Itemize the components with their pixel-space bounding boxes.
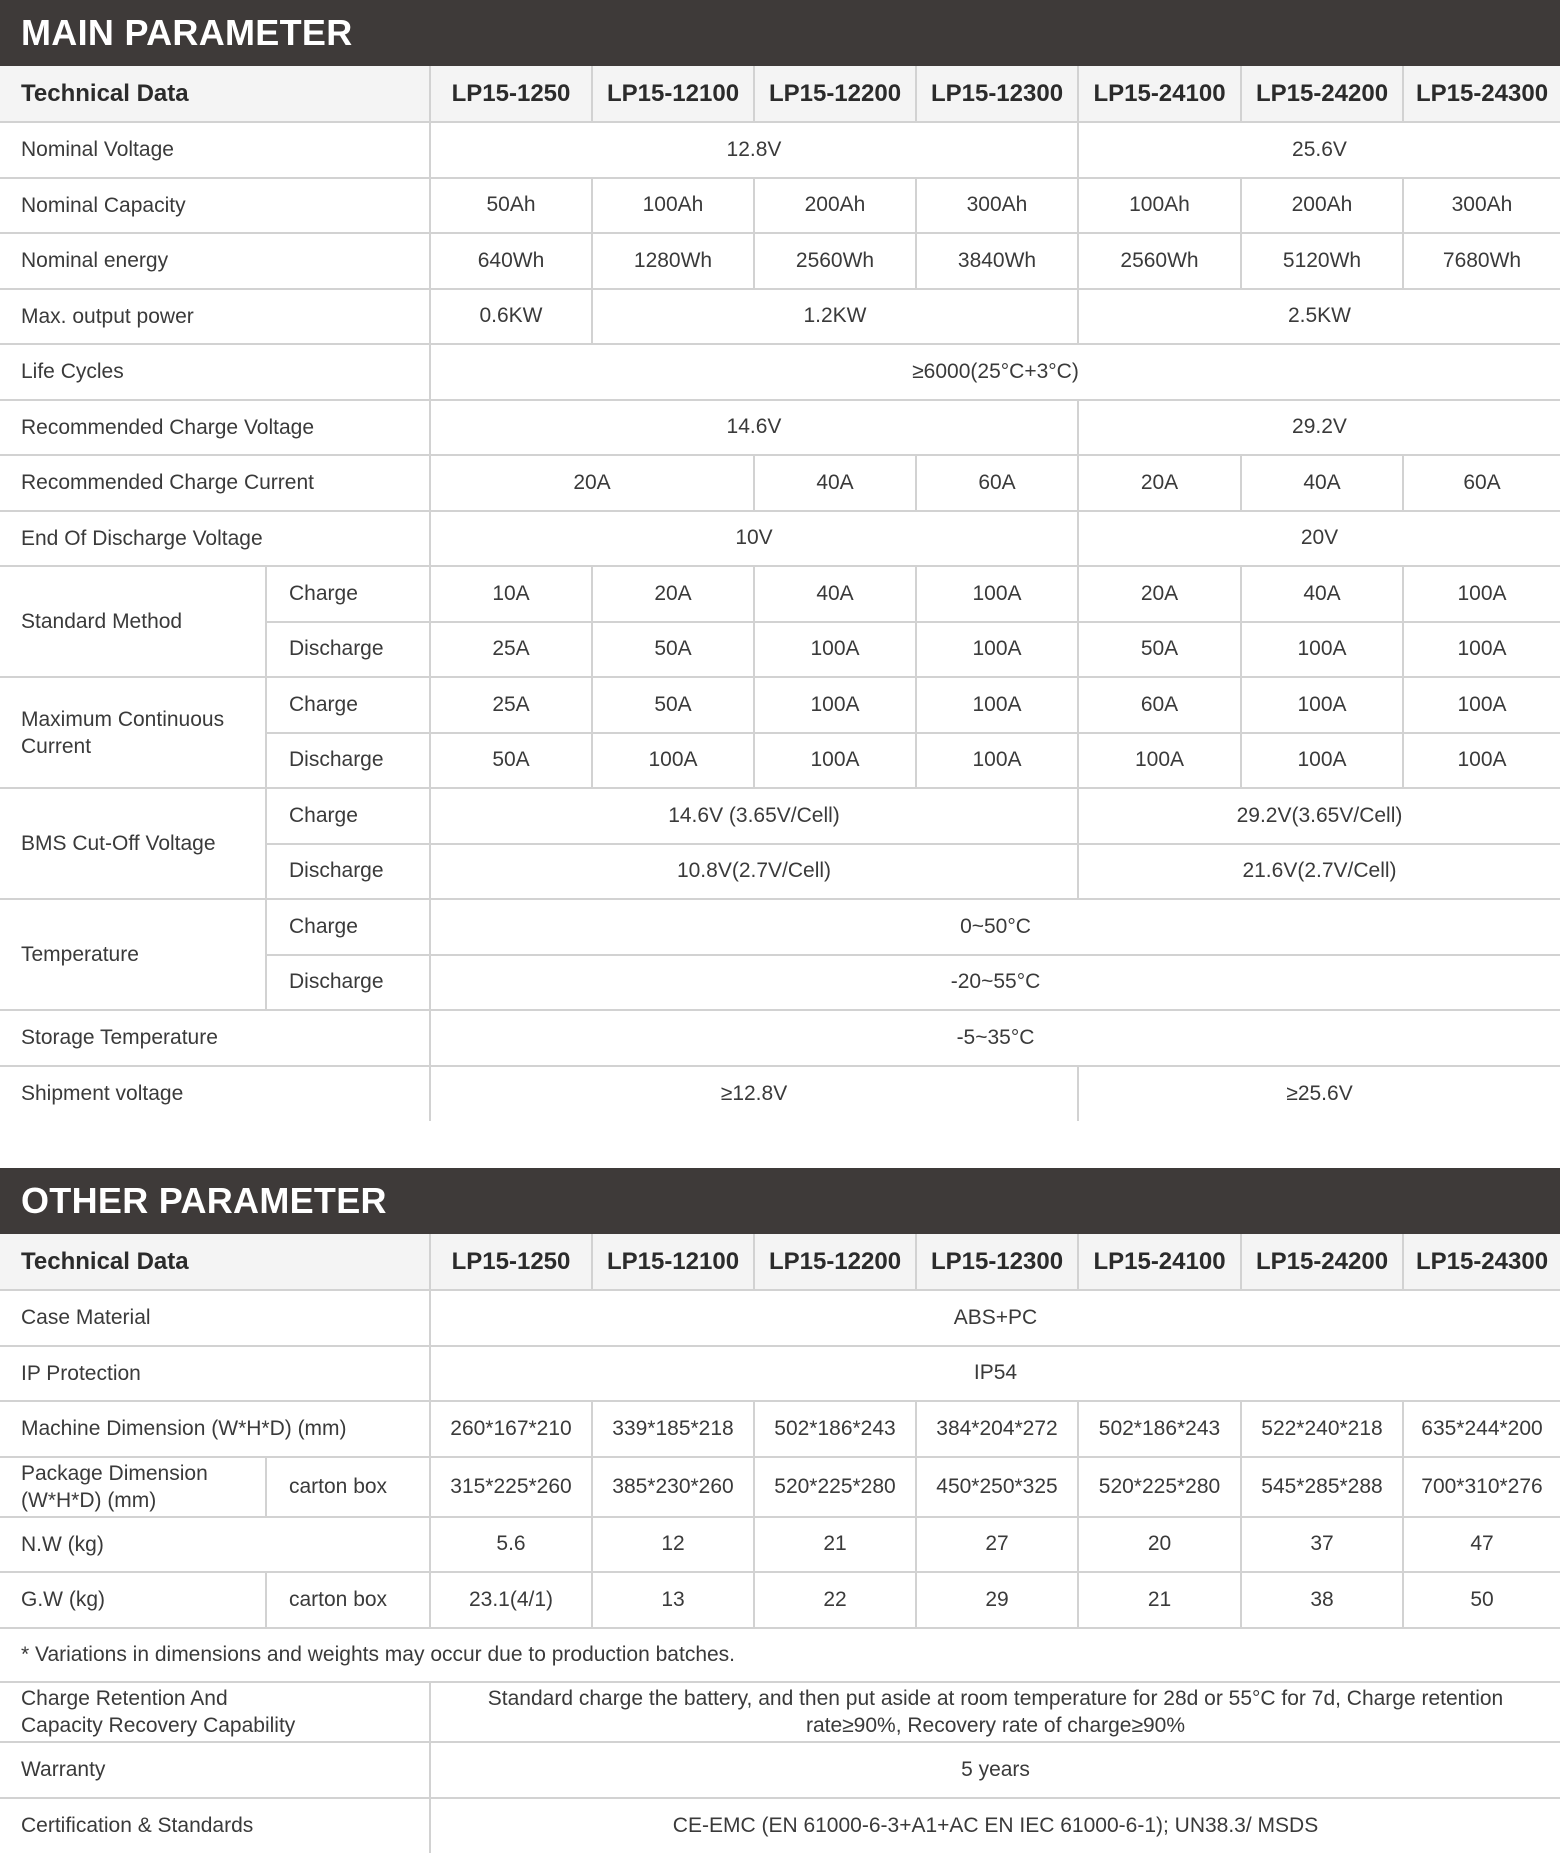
sub-label: Discharge [266,733,430,789]
table-row-storage-temperature [0,1010,1560,1066]
cell-value: 502*186*243 [754,1401,916,1457]
cell-value: 12 [592,1517,754,1573]
header-model: LP15-1250 [430,1234,592,1290]
row-label: Package Dimension (W*H*D) (mm) [0,1457,266,1517]
cell-value: ABS+PC [430,1290,1560,1346]
table-row-gross-weight [0,1572,1560,1628]
table-row-ip-protection [0,1346,1560,1402]
cell-value: 50A [592,622,754,678]
other-extra-table [0,1681,1560,1853]
cell-value: 5120Wh [1241,233,1403,289]
cell-value: 40A [1241,566,1403,622]
cell-value: 21.6V(2.7V/Cell) [1078,844,1560,900]
cell-value: 20A [430,455,754,511]
table-row-life-cycles [0,344,1560,400]
cell-value: 5 years [430,1742,1560,1798]
cell-value: CE-EMC (EN 61000-6-3+A1+AC EN IEC 61000-6-1); UN38.3/ MSDS [430,1798,1560,1854]
table-row-package-dimension [0,1457,1560,1517]
cell-value: 10.8V(2.7V/Cell) [430,844,1078,900]
row-label: Warranty [0,1742,430,1798]
row-label: Life Cycles [0,344,430,400]
cell-value: 10A [430,566,592,622]
sub-label: Discharge [266,844,430,900]
sub-label: Discharge [266,622,430,678]
row-label: Temperature [0,899,266,1010]
cell-value: 10V [430,511,1078,567]
cell-value: 27 [916,1517,1078,1573]
cell-value: 522*240*218 [1241,1401,1403,1457]
table-header-row [0,1234,1560,1290]
cell-value: 50A [430,733,592,789]
cell-value: 0.6KW [430,289,592,345]
row-label: IP Protection [0,1346,430,1402]
header-model: LP15-24300 [1403,1234,1560,1290]
header-model: LP15-24300 [1403,66,1560,122]
table-row-standard-method-charge [0,566,1560,622]
cell-value: 100A [1241,733,1403,789]
cell-value: 1280Wh [592,233,754,289]
cell-value: 47 [1403,1517,1560,1573]
cell-value: 100A [1241,622,1403,678]
table-row-charge-retention [0,1682,1560,1742]
table-row-nominal-energy [0,233,1560,289]
cell-value: 13 [592,1572,754,1628]
other-parameter-title: OTHER PARAMETER [0,1168,1560,1234]
cell-value: 502*186*243 [1078,1401,1241,1457]
cell-value: 29.2V [1078,400,1560,456]
cell-value: 100A [592,733,754,789]
cell-value: 100A [1403,622,1560,678]
cell-value: 25A [430,622,592,678]
table-row-max-continuous-charge [0,677,1560,733]
cell-value: 200Ah [1241,178,1403,234]
cell-value: 100A [1403,677,1560,733]
cell-value: 2.5KW [1078,289,1560,345]
row-label: Max. output power [0,289,430,345]
cell-value: 0~50°C [430,899,1560,955]
cell-value: 385*230*260 [592,1457,754,1517]
cell-value: 5.6 [430,1517,592,1573]
cell-value: 1.2KW [592,289,1078,345]
cell-value: 450*250*325 [916,1457,1078,1517]
row-label: Nominal Capacity [0,178,430,234]
cell-value: 100A [1078,733,1241,789]
header-technical-data: Technical Data [0,66,430,122]
cell-value: 50 [1403,1572,1560,1628]
cell-value: 7680Wh [1403,233,1560,289]
header-model: LP15-12100 [592,66,754,122]
cell-value: 20A [1078,566,1241,622]
cell-value: 20A [1078,455,1241,511]
table-row-net-weight [0,1517,1560,1573]
cell-value: 100Ah [1078,178,1241,234]
cell-value: 29 [916,1572,1078,1628]
row-label: Storage Temperature [0,1010,430,1066]
cell-value: 25.6V [1078,122,1560,178]
row-label: Maximum Continuous Current [0,677,266,788]
row-label: Machine Dimension (W*H*D) (mm) [0,1401,430,1457]
cell-value: 100A [1241,677,1403,733]
table-row-certification [0,1798,1560,1854]
row-label: End Of Discharge Voltage [0,511,430,567]
table-row-temperature-charge [0,899,1560,955]
cell-value: 60A [1403,455,1560,511]
cell-value: 3840Wh [916,233,1078,289]
header-model: LP15-24100 [1078,1234,1241,1290]
header-model: LP15-24200 [1241,1234,1403,1290]
cell-value: 2560Wh [754,233,916,289]
row-label: Shipment voltage [0,1066,430,1122]
table-row-nominal-capacity [0,178,1560,234]
main-parameter-table [0,66,1560,1121]
cell-value: 100A [754,622,916,678]
cell-value: 700*310*276 [1403,1457,1560,1517]
cell-value: ≥6000(25°C+3°C) [430,344,1560,400]
cell-value: 100A [916,566,1078,622]
header-model: LP15-24100 [1078,66,1241,122]
other-parameter-table [0,1234,1560,1629]
cell-value: 50A [592,677,754,733]
cell-value: 300Ah [1403,178,1560,234]
row-label: Nominal energy [0,233,430,289]
cell-value: 100A [916,733,1078,789]
cell-value: 520*225*280 [1078,1457,1241,1517]
header-technical-data: Technical Data [0,1234,430,1290]
row-label: N.W (kg) [0,1517,430,1573]
cell-value: ≥12.8V [430,1066,1078,1122]
header-model: LP15-12200 [754,66,916,122]
table-row-nominal-voltage [0,122,1560,178]
cell-value: 384*204*272 [916,1401,1078,1457]
cell-value: 38 [1241,1572,1403,1628]
row-label: Standard Method [0,566,266,677]
cell-value: 60A [1078,677,1241,733]
header-model: LP15-12100 [592,1234,754,1290]
row-label: Certification & Standards [0,1798,430,1854]
sub-label: Discharge [266,955,430,1011]
header-model: LP15-12200 [754,1234,916,1290]
cell-value: 25A [430,677,592,733]
sub-label: Charge [266,677,430,733]
table-row-case-material [0,1290,1560,1346]
sub-label: carton box [266,1457,430,1517]
table-row-shipment-voltage [0,1066,1560,1122]
row-label: Recommended Charge Current [0,455,430,511]
cell-value: 339*185*218 [592,1401,754,1457]
cell-value: 20 [1078,1517,1241,1573]
table-row-bms-charge [0,788,1560,844]
cell-value: 37 [1241,1517,1403,1573]
table-header-row [0,66,1560,122]
cell-value: 20V [1078,511,1560,567]
variation-note: * Variations in dimensions and weights may occur due to production batches. [21,1643,736,1666]
cell-value: 29.2V(3.65V/Cell) [1078,788,1560,844]
row-label: Recommended Charge Voltage [0,400,430,456]
cell-value: 50A [1078,622,1241,678]
cell-value: 21 [754,1517,916,1573]
cell-value: 22 [754,1572,916,1628]
cell-value: 100Ah [592,178,754,234]
table-row-end-discharge-voltage [0,511,1560,567]
table-row-rec-charge-voltage [0,400,1560,456]
cell-value: 21 [1078,1572,1241,1628]
header-model: LP15-12300 [916,1234,1078,1290]
cell-value: 260*167*210 [430,1401,592,1457]
header-model: LP15-24200 [1241,66,1403,122]
cell-value: 100A [1403,566,1560,622]
row-label: BMS Cut-Off Voltage [0,788,266,899]
cell-value: 100A [754,733,916,789]
cell-value: 14.6V (3.65V/Cell) [430,788,1078,844]
cell-value: 520*225*280 [754,1457,916,1517]
cell-value: 545*285*288 [1241,1457,1403,1517]
table-row-machine-dimension [0,1401,1560,1457]
table-row-warranty [0,1742,1560,1798]
sub-label: Charge [266,566,430,622]
cell-value: -5~35°C [430,1010,1560,1066]
cell-value: 315*225*260 [430,1457,592,1517]
cell-value: 40A [754,455,916,511]
cell-value: 100A [916,677,1078,733]
sub-label: carton box [266,1572,430,1628]
cell-value: IP54 [430,1346,1560,1402]
row-label: G.W (kg) [0,1572,266,1628]
header-model: LP15-1250 [430,66,592,122]
sub-label: Charge [266,788,430,844]
sub-label: Charge [266,899,430,955]
cell-value: 40A [754,566,916,622]
cell-value: ≥25.6V [1078,1066,1560,1122]
cell-value: Standard charge the battery, and then put aside at room temperature for 28d or 55°C for 7d, Charge retention rate≥90%, Recovery rate of charge≥90% [430,1682,1560,1742]
cell-value: 2560Wh [1078,233,1241,289]
header-model: LP15-12300 [916,66,1078,122]
cell-value: 12.8V [430,122,1078,178]
cell-value: 40A [1241,455,1403,511]
cell-value: 50Ah [430,178,592,234]
table-row-max-output-power [0,289,1560,345]
cell-value: 200Ah [754,178,916,234]
cell-value: 100A [754,677,916,733]
cell-value: 20A [592,566,754,622]
cell-value: 60A [916,455,1078,511]
cell-value: 640Wh [430,233,592,289]
cell-value: -20~55°C [430,955,1560,1011]
row-label: Nominal Voltage [0,122,430,178]
main-parameter-title: MAIN PARAMETER [0,0,1560,66]
cell-value: 635*244*200 [1403,1401,1560,1457]
cell-value: 100A [1403,733,1560,789]
row-label: Charge Retention And Capacity Recovery Capability [0,1682,430,1742]
table-row-rec-charge-current [0,455,1560,511]
row-label: Case Material [0,1290,430,1346]
cell-value: 14.6V [430,400,1078,456]
cell-value: 23.1(4/1) [430,1572,592,1628]
cell-value: 300Ah [916,178,1078,234]
cell-value: 100A [916,622,1078,678]
